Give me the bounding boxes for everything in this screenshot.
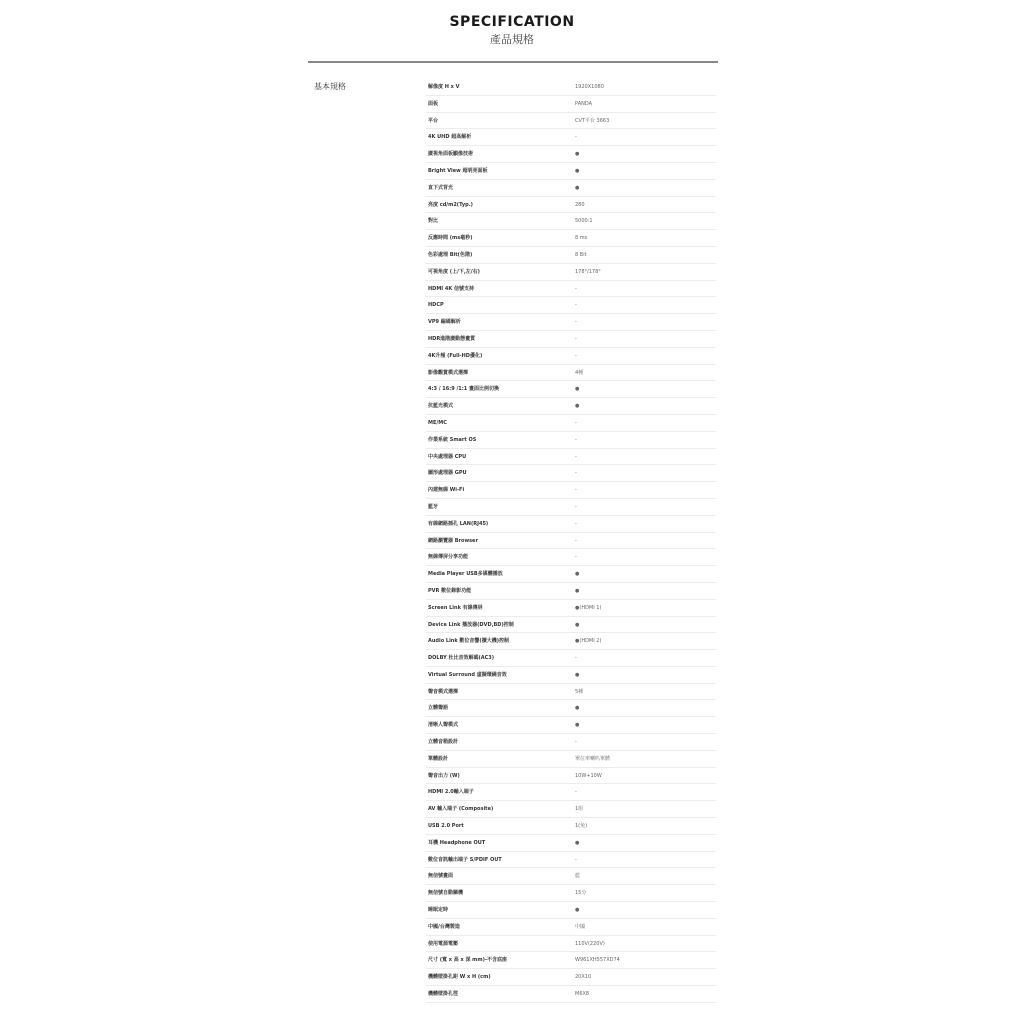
spec-name: 4K UHD 超高解析 — [428, 134, 472, 141]
spec-value: - — [575, 554, 577, 561]
spec-name: 無信號畫面 — [428, 873, 454, 880]
spec-row — [426, 969, 716, 986]
spec-value: - — [575, 856, 577, 863]
spec-name: 尺寸 (寬 x 高 x 深 mm)-不含底座 — [428, 957, 507, 964]
spec-value: 20X10 — [575, 974, 592, 981]
spec-name: 單體設計 — [428, 755, 449, 762]
spec-name: 內建無線 Wi-Fi — [428, 487, 465, 494]
spec-value: - — [575, 285, 577, 292]
spec-name: 平台 — [428, 117, 439, 124]
spec-name: 使用電源電壓 — [428, 940, 459, 947]
spec-value: 8 Bit — [575, 251, 587, 258]
spec-value: ● — [575, 571, 580, 578]
spec-name: 耳機 Headphone OUT — [428, 839, 486, 846]
spec-value: - — [575, 503, 577, 510]
spec-row — [426, 784, 716, 801]
spec-name: HDMI 4K 信號支持 — [428, 285, 475, 292]
spec-row — [426, 180, 716, 197]
spec-value: ● — [575, 587, 580, 594]
spec-value: 8 ms — [575, 235, 588, 242]
spec-row — [426, 381, 716, 398]
spec-row — [426, 700, 716, 717]
spec-value: - — [575, 319, 577, 326]
spec-value: 15分 — [575, 890, 587, 897]
spec-name: 直下式背光 — [428, 184, 454, 191]
section-label: 基本規格 — [314, 82, 346, 91]
spec-value: - — [575, 537, 577, 544]
spec-row — [426, 365, 716, 382]
spec-value: CVT平台 3663 — [575, 117, 610, 124]
spec-value: - — [575, 520, 577, 527]
spec-name: 可視角度 (上/下,左/右) — [428, 268, 480, 275]
spec-name: Virtual Surround 虛擬環繞音效 — [428, 671, 507, 678]
spec-value: PANDA — [575, 100, 593, 107]
spec-row — [426, 919, 716, 936]
spec-value: 1920X1080 — [575, 84, 604, 90]
spec-name: 抗藍光模式 — [428, 403, 454, 410]
spec-row — [426, 499, 716, 516]
spec-value: - — [575, 453, 577, 460]
spec-value: - — [575, 352, 577, 359]
spec-name: 網路瀏覽器 Browser — [428, 537, 478, 544]
spec-row — [426, 835, 716, 852]
spec-row — [426, 936, 716, 953]
spec-row — [426, 348, 716, 365]
spec-name: 解像度 H x V — [428, 84, 460, 90]
spec-value: - — [575, 419, 577, 426]
spec-row — [426, 516, 716, 533]
spec-value: - — [575, 655, 577, 662]
spec-row — [426, 146, 716, 163]
spec-name: 立體音箱設計 — [428, 739, 459, 746]
spec-value: - — [575, 436, 577, 443]
spec-row — [426, 213, 716, 230]
spec-value: ●(HDMI 1) — [575, 604, 602, 611]
spec-name: AV 輸入端子 (Composite) — [428, 806, 494, 813]
spec-value: - — [575, 302, 577, 309]
spec-table — [426, 79, 716, 1003]
spec-row — [426, 230, 716, 247]
spec-name: 反應時間 (ms毫秒) — [428, 235, 473, 242]
spec-row — [426, 717, 716, 734]
spec-row — [426, 868, 716, 885]
spec-value: 178°/178° — [575, 268, 601, 275]
spec-row — [426, 650, 716, 667]
spec-row — [426, 247, 716, 264]
spec-name: 無線傳屏分享功能 — [428, 554, 469, 561]
spec-name: DOLBY 杜比音效解碼(AC3) — [428, 655, 495, 662]
spec-name: 聲音出力 (W) — [428, 772, 460, 779]
spec-name: HDR進階廣動態畫質 — [428, 335, 476, 342]
spec-value: ● — [575, 907, 580, 914]
spec-value: ● — [575, 839, 580, 846]
spec-row — [426, 617, 716, 634]
spec-name: 清晰人聲模式 — [428, 722, 459, 729]
spec-value: 4種 — [575, 369, 584, 376]
spec-value: ● — [575, 403, 580, 410]
spec-row — [426, 432, 716, 449]
spec-name: 機體壁掛孔徑 — [428, 991, 459, 998]
spec-value: M6X8 — [575, 991, 590, 998]
spec-value: 110V(220V) — [575, 940, 605, 947]
spec-row — [426, 297, 716, 314]
spec-value: - — [575, 739, 577, 746]
page-subtitle: 產品規格 — [490, 33, 534, 46]
spec-row — [426, 415, 716, 432]
spec-value: - — [575, 470, 577, 477]
spec-value: - — [575, 789, 577, 796]
spec-row — [426, 314, 716, 331]
spec-name: 亮度 cd/m2(Typ.) — [428, 201, 473, 208]
spec-name: 機體壁掛孔距 W x H (cm) — [428, 974, 491, 981]
spec-row — [426, 684, 716, 701]
spec-value: ● — [575, 722, 580, 729]
spec-row — [426, 768, 716, 785]
spec-value: - — [575, 134, 577, 141]
spec-name: 圖形處理器 GPU — [428, 470, 467, 477]
spec-name: ME/MC — [428, 419, 447, 426]
spec-row — [426, 533, 716, 550]
spec-row — [426, 902, 716, 919]
spec-value: - — [575, 335, 577, 342]
spec-row — [426, 801, 716, 818]
spec-row — [426, 986, 716, 1003]
spec-row — [426, 163, 716, 180]
spec-name: 廣視角面板顯像技術 — [428, 151, 474, 158]
spec-name: USB 2.0 Port — [428, 823, 464, 830]
spec-name: HDCP — [428, 302, 444, 309]
spec-name: 數位音訊輸出端子 S/PDIF OUT — [428, 856, 502, 863]
spec-row — [426, 281, 716, 298]
spec-row — [426, 885, 716, 902]
spec-value: - — [575, 487, 577, 494]
spec-value: 1組 — [575, 806, 584, 813]
spec-name: PVR 數位錄影功能 — [428, 587, 472, 594]
spec-value: ● — [575, 621, 580, 628]
spec-row — [426, 600, 716, 617]
spec-value: 5000:1 — [575, 218, 593, 225]
spec-name: Media Player USB多媒體播放 — [428, 571, 503, 578]
spec-value: W961XH557XD74 — [575, 957, 620, 964]
spec-name: 睡眠定時 — [428, 907, 449, 914]
spec-name: 對比 — [428, 218, 439, 225]
spec-name: 色彩處理 Bit(色階) — [428, 251, 473, 258]
spec-name: 4:3 / 16:9 /1:1 畫面比例切換 — [428, 386, 499, 393]
spec-row — [426, 449, 716, 466]
spec-value: ● — [575, 386, 580, 393]
spec-row — [426, 549, 716, 566]
spec-row — [426, 734, 716, 751]
spec-row — [426, 482, 716, 499]
page-title: SPECIFICATION — [449, 14, 575, 30]
spec-row — [426, 583, 716, 600]
spec-name: 聲音模式選擇 — [428, 688, 459, 695]
spec-row — [426, 465, 716, 482]
spec-row — [426, 633, 716, 650]
spec-row — [426, 264, 716, 281]
spec-row — [426, 129, 716, 146]
spec-name: 4K升頻 (Full-HD優化) — [428, 352, 483, 359]
spec-value: ●(HDMI 2) — [575, 638, 602, 645]
spec-value: 1(免) — [575, 823, 588, 830]
spec-row — [426, 96, 716, 113]
spec-row — [426, 113, 716, 130]
spec-name: Screen Link 有線傳屏 — [428, 604, 483, 611]
spec-name: HDMI 2.0輸入端子 — [428, 789, 474, 796]
spec-value: 280 — [575, 201, 585, 208]
spec-name: 無信號自動關機 — [428, 890, 464, 897]
spec-row — [426, 667, 716, 684]
spec-row — [426, 818, 716, 835]
spec-name: 作業系統 Smart OS — [428, 436, 477, 443]
spec-name: 中央處理器 CPU — [428, 453, 467, 460]
spec-value: 單位率喇叭單體 — [575, 755, 611, 762]
spec-row — [426, 566, 716, 583]
spec-value: 10W+10W — [575, 772, 602, 779]
spec-value: 5種 — [575, 688, 584, 695]
spec-value: ● — [575, 705, 580, 712]
spec-value: ● — [575, 184, 580, 191]
spec-row — [426, 197, 716, 214]
spec-value: 藍 — [575, 873, 581, 880]
spec-row — [426, 331, 716, 348]
spec-row — [426, 852, 716, 869]
spec-name: Audio Link 數位音響(擴大機)控制 — [428, 638, 509, 645]
spec-value: ● — [575, 671, 580, 678]
spec-row — [426, 398, 716, 415]
spec-name: 有線網路插孔 LAN(RJ45) — [428, 520, 489, 527]
spec-name: 立體聲語 — [428, 705, 449, 712]
spec-name: 面板 — [428, 100, 439, 107]
spec-name: 影像觀賞模式選擇 — [428, 369, 469, 376]
spec-row — [426, 79, 716, 96]
spec-row — [426, 751, 716, 768]
spec-name: 中國/台灣製造 — [428, 923, 460, 930]
spec-value: ● — [575, 151, 580, 158]
spec-name: 藍牙 — [428, 503, 439, 510]
spec-name: Bright View 超明亮面板 — [428, 167, 488, 174]
title-divider — [308, 61, 718, 63]
spec-name: VP9 編碼解析 — [428, 319, 461, 326]
spec-name: Device Link 播放器(DVD,BD)控制 — [428, 621, 514, 628]
spec-value: 中國 — [575, 923, 586, 930]
spec-value: ● — [575, 167, 580, 174]
spec-row — [426, 952, 716, 969]
